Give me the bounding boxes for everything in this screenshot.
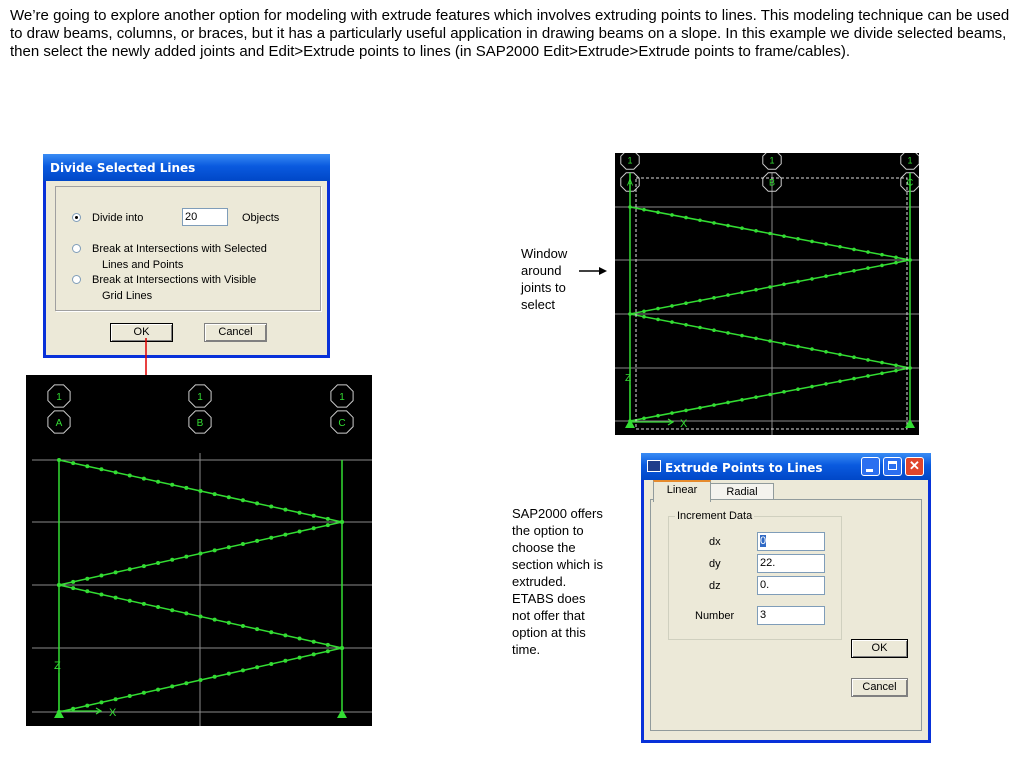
joint-point[interactable]: [726, 401, 730, 405]
grid-bubble-label: 1: [197, 391, 203, 403]
joint-point[interactable]: [142, 691, 146, 695]
joint-point[interactable]: [340, 646, 344, 650]
joint-point[interactable]: [670, 320, 674, 324]
grid-bubble-label: 1: [627, 155, 633, 166]
joint-point[interactable]: [283, 659, 287, 663]
sap-note: [512, 505, 603, 658]
joint-point[interactable]: [796, 387, 800, 391]
joint-point[interactable]: [824, 350, 828, 354]
joint-point[interactable]: [642, 310, 646, 314]
joint-point[interactable]: [199, 489, 203, 493]
joint-point[interactable]: [698, 326, 702, 330]
joint-point[interactable]: [740, 334, 744, 338]
joint-point[interactable]: [894, 261, 898, 265]
close-button[interactable]: [905, 457, 924, 476]
dx-input[interactable]: [757, 532, 825, 551]
dy-label: dy: [709, 558, 721, 570]
joint-point[interactable]: [326, 517, 330, 521]
sap-note-line: SAP2000 offers: [512, 506, 603, 521]
joint-point[interactable]: [114, 697, 118, 701]
joint-point[interactable]: [184, 555, 188, 559]
divide-dialog-titlebar[interactable]: [43, 154, 330, 181]
joint-point[interactable]: [213, 675, 217, 679]
extrude-dialog-title: Extrude Points to Lines: [665, 461, 823, 475]
joint-point[interactable]: [184, 681, 188, 685]
joint-point[interactable]: [298, 511, 302, 515]
joint-point[interactable]: [170, 558, 174, 562]
divide-into-radio[interactable]: [72, 213, 81, 222]
sap-note-line: choose the: [512, 540, 576, 555]
break-grid-label-1: Break at Intersections with Visible: [92, 274, 257, 286]
joint-point[interactable]: [99, 592, 103, 596]
dz-label: dz: [709, 580, 721, 592]
joint-point[interactable]: [326, 523, 330, 527]
extrude-cancel-button[interactable]: Cancel: [851, 678, 908, 697]
break-grid-label-2: Grid Lines: [102, 290, 153, 302]
grid-bubble-label: B: [768, 177, 776, 188]
joint-point[interactable]: [85, 464, 89, 468]
joint-point[interactable]: [908, 258, 912, 262]
joint-point[interactable]: [298, 637, 302, 641]
joint-point[interactable]: [712, 328, 716, 332]
joint-point[interactable]: [880, 264, 884, 268]
joint-point[interactable]: [227, 545, 231, 549]
tab-radial-label: Radial: [726, 486, 758, 498]
extrude-points-dialog: [641, 453, 931, 743]
joint-point[interactable]: [340, 520, 344, 524]
model-view-right[interactable]: [615, 153, 919, 435]
joint-point[interactable]: [269, 505, 273, 509]
joint-point[interactable]: [670, 304, 674, 308]
sap-note-line: option at this: [512, 625, 586, 640]
model-view-left[interactable]: [26, 375, 372, 726]
joint-point[interactable]: [726, 224, 730, 228]
joint-point[interactable]: [128, 599, 132, 603]
extrude-ok-button[interactable]: OK: [851, 639, 908, 658]
joint-point[interactable]: [184, 611, 188, 615]
joint-point[interactable]: [71, 707, 75, 711]
joint-point[interactable]: [85, 589, 89, 593]
sap-note-line: section which is: [512, 557, 604, 572]
grid-lines: [32, 453, 372, 726]
joint-point[interactable]: [227, 621, 231, 625]
joint-point[interactable]: [628, 205, 632, 209]
divide-ok-button[interactable]: OK: [110, 323, 173, 342]
joint-point[interactable]: [255, 665, 259, 669]
sap-note-line: the option to: [512, 523, 584, 538]
joint-point[interactable]: [684, 216, 688, 220]
joint-point[interactable]: [796, 345, 800, 349]
joint-point[interactable]: [740, 226, 744, 230]
joint-point[interactable]: [241, 498, 245, 502]
dx-value: 0: [760, 535, 767, 547]
joint-point[interactable]: [170, 684, 174, 688]
joint-point[interactable]: [656, 318, 660, 322]
joint-point[interactable]: [170, 608, 174, 612]
joint-point[interactable]: [726, 293, 730, 297]
joint-point[interactable]: [255, 539, 259, 543]
axis-z-label: Z: [54, 660, 61, 672]
joint-point[interactable]: [684, 409, 688, 413]
break-grid-radio[interactable]: [72, 275, 81, 284]
maximize-button[interactable]: [883, 457, 902, 476]
joint-point[interactable]: [852, 248, 856, 252]
model-view-left-drawing: [26, 375, 372, 726]
joint-point[interactable]: [114, 570, 118, 574]
joint-point[interactable]: [796, 280, 800, 284]
break-selected-label-1: Break at Intersections with Selected: [92, 243, 267, 255]
joint-point[interactable]: [227, 495, 231, 499]
dx-label: dx: [709, 536, 721, 548]
joint-point[interactable]: [114, 596, 118, 600]
joint-point[interactable]: [684, 301, 688, 305]
joint-point[interactable]: [312, 514, 316, 518]
tab-radial[interactable]: [710, 483, 774, 500]
joint-point[interactable]: [754, 337, 758, 341]
minimize-icon: [866, 469, 873, 472]
joint-point[interactable]: [99, 574, 103, 578]
axis-x-label: X: [680, 418, 688, 430]
window-note-line: Window: [521, 246, 568, 261]
sap-note-line: time.: [512, 642, 541, 657]
grid-bubble-label: C: [906, 177, 914, 188]
joint-point[interactable]: [768, 393, 772, 397]
joint-point[interactable]: [170, 483, 174, 487]
joint-point[interactable]: [128, 474, 132, 478]
joint-point[interactable]: [283, 633, 287, 637]
joint-point[interactable]: [142, 564, 146, 568]
joint-point[interactable]: [283, 508, 287, 512]
grid-bubble-label: 1: [769, 155, 775, 166]
divide-options-panel: [55, 186, 321, 311]
joint-point[interactable]: [255, 501, 259, 505]
joint-point[interactable]: [628, 312, 632, 316]
joint-point[interactable]: [880, 253, 884, 257]
joint-point[interactable]: [213, 618, 217, 622]
joint-point[interactable]: [698, 218, 702, 222]
joint-point[interactable]: [810, 277, 814, 281]
joint-point[interactable]: [754, 288, 758, 292]
window-note-arrow: [579, 265, 609, 277]
number-label: Number: [695, 610, 735, 622]
grid-bubble-label: 1: [56, 391, 62, 403]
divide-cancel-button[interactable]: Cancel: [204, 323, 267, 342]
joint-point[interactable]: [642, 315, 646, 319]
divide-dialog-title: Divide Selected Lines: [50, 161, 196, 175]
joint-point[interactable]: [642, 417, 646, 421]
window-note: [521, 245, 567, 313]
joint-point[interactable]: [824, 274, 828, 278]
tab-linear[interactable]: [653, 480, 711, 502]
joint-point[interactable]: [312, 652, 316, 656]
joint-point[interactable]: [199, 615, 203, 619]
joint-point[interactable]: [698, 406, 702, 410]
minimize-button[interactable]: [861, 457, 880, 476]
joint-point[interactable]: [99, 467, 103, 471]
joint-point[interactable]: [269, 662, 273, 666]
grid-bubble-label: A: [626, 177, 634, 188]
grid-bubble-label: A: [55, 417, 63, 429]
joint-point[interactable]: [824, 382, 828, 386]
joint-point[interactable]: [156, 561, 160, 565]
grid-bubble-label: C: [338, 417, 346, 429]
joint-point[interactable]: [740, 398, 744, 402]
joint-point[interactable]: [670, 213, 674, 217]
joint-point[interactable]: [838, 379, 842, 383]
joint-point[interactable]: [312, 526, 316, 530]
break-selected-radio[interactable]: [72, 244, 81, 253]
joint-point[interactable]: [656, 414, 660, 418]
window-note-line: around: [521, 263, 562, 278]
close-icon: ✕: [909, 458, 920, 473]
joint-point[interactable]: [298, 529, 302, 533]
joint-point[interactable]: [768, 339, 772, 343]
joint-point[interactable]: [880, 361, 884, 365]
objects-label: Objects: [242, 212, 280, 224]
joint-point[interactable]: [227, 672, 231, 676]
joint-point[interactable]: [213, 548, 217, 552]
increment-data-label: Increment Data: [677, 510, 753, 522]
joint-point[interactable]: [698, 299, 702, 303]
joint-point[interactable]: [85, 704, 89, 708]
joint-point[interactable]: [894, 256, 898, 260]
grid-bubble-label: B: [196, 417, 204, 429]
joint-point[interactable]: [269, 536, 273, 540]
joint-point[interactable]: [57, 458, 61, 462]
sap-note-line: not offer that: [512, 608, 585, 623]
joint-point[interactable]: [184, 486, 188, 490]
sap-note-line: extruded.: [512, 574, 567, 589]
joint-point[interactable]: [726, 331, 730, 335]
joint-point[interactable]: [754, 395, 758, 399]
joint-point[interactable]: [740, 291, 744, 295]
axis-z-label: Z: [625, 373, 632, 384]
joint-point[interactable]: [768, 232, 772, 236]
model-view-right-drawing: [615, 153, 919, 435]
joint-point[interactable]: [712, 221, 716, 225]
joint-point[interactable]: [57, 583, 61, 587]
joint-point[interactable]: [670, 411, 674, 415]
joint-point[interactable]: [312, 640, 316, 644]
dz-input[interactable]: 0.: [757, 576, 825, 595]
joint-point[interactable]: [99, 700, 103, 704]
joint-point[interactable]: [880, 372, 884, 376]
maximize-icon: [888, 461, 897, 470]
joint-point[interactable]: [114, 470, 118, 474]
joint-point[interactable]: [866, 374, 870, 378]
joint-point[interactable]: [199, 678, 203, 682]
joint-point[interactable]: [852, 377, 856, 381]
joint-point[interactable]: [782, 283, 786, 287]
joint-point[interactable]: [326, 643, 330, 647]
joint-point[interactable]: [255, 627, 259, 631]
break-selected-label-2: Lines and Points: [102, 259, 184, 271]
grid-bubble-label: 1: [907, 155, 913, 166]
joint-point[interactable]: [656, 307, 660, 311]
joint-point[interactable]: [866, 266, 870, 270]
joint-point[interactable]: [782, 390, 786, 394]
joint-point[interactable]: [269, 630, 273, 634]
joint-point[interactable]: [213, 492, 217, 496]
joint-point[interactable]: [71, 580, 75, 584]
joint-point[interactable]: [838, 245, 842, 249]
joint-point[interactable]: [128, 694, 132, 698]
joint-point[interactable]: [782, 234, 786, 238]
sap-note-line: ETABS does: [512, 591, 586, 606]
joint-point[interactable]: [866, 358, 870, 362]
joint-point[interactable]: [642, 208, 646, 212]
joint-point[interactable]: [326, 649, 330, 653]
joint-point[interactable]: [128, 567, 132, 571]
joint-point[interactable]: [838, 272, 842, 276]
joint-point[interactable]: [142, 602, 146, 606]
joint-point[interactable]: [796, 237, 800, 241]
divide-count-input[interactable]: 20: [182, 208, 228, 226]
joint-point[interactable]: [71, 586, 75, 590]
app-icon: [647, 460, 661, 472]
joint-point[interactable]: [768, 285, 772, 289]
extrude-dialog-titlebar[interactable]: [641, 453, 931, 480]
joint-point[interactable]: [712, 403, 716, 407]
joint-point[interactable]: [199, 552, 203, 556]
number-input[interactable]: 3: [757, 606, 825, 625]
joint-point[interactable]: [684, 323, 688, 327]
joint-point[interactable]: [894, 364, 898, 368]
joint-point[interactable]: [782, 342, 786, 346]
joint-point[interactable]: [71, 461, 75, 465]
divide-into-label: Divide into: [92, 212, 144, 224]
tab-linear-label: Linear: [666, 484, 698, 496]
joint-point[interactable]: [156, 605, 160, 609]
joint-point[interactable]: [894, 369, 898, 373]
intro-text: We’re going to explore another option for modeling with extrude features which involves extruding points to lines. This modeling technique can be used to draw beams, columns, or braces, but it has a particularly useful application in drawing beams on a slope. In this example we divide selected beams, then select the newly added joints and Edit>Extrude points to lines (in SAP2000 Edit>Extrude>Extrude points to frame/cables).: [10, 7, 1010, 60]
joint-point[interactable]: [852, 269, 856, 273]
joint-point[interactable]: [866, 250, 870, 254]
joint-point[interactable]: [712, 296, 716, 300]
joint-point[interactable]: [810, 347, 814, 351]
axis-x-label: X: [109, 707, 117, 719]
joint-point[interactable]: [298, 656, 302, 660]
joint-point[interactable]: [142, 477, 146, 481]
joint-point[interactable]: [824, 242, 828, 246]
window-note-line: select: [521, 297, 555, 312]
joint-point[interactable]: [838, 353, 842, 357]
joint-point[interactable]: [908, 366, 912, 370]
joint-point[interactable]: [810, 240, 814, 244]
dy-input[interactable]: 22.: [757, 554, 825, 573]
joint-point[interactable]: [156, 480, 160, 484]
joint-point[interactable]: [852, 355, 856, 359]
joint-point[interactable]: [85, 577, 89, 581]
joint-point[interactable]: [156, 688, 160, 692]
joint-point[interactable]: [241, 668, 245, 672]
divide-selected-lines-dialog: [43, 154, 330, 358]
joint-point[interactable]: [241, 542, 245, 546]
joint-point[interactable]: [810, 385, 814, 389]
joint-point[interactable]: [283, 533, 287, 537]
tab-panel: [650, 499, 922, 731]
joint-point[interactable]: [754, 229, 758, 233]
increment-data-group: [668, 510, 842, 640]
joint-point[interactable]: [241, 624, 245, 628]
grid-bubble-label: 1: [339, 391, 345, 403]
window-note-line: joints to: [521, 280, 566, 295]
joint-point[interactable]: [656, 211, 660, 215]
